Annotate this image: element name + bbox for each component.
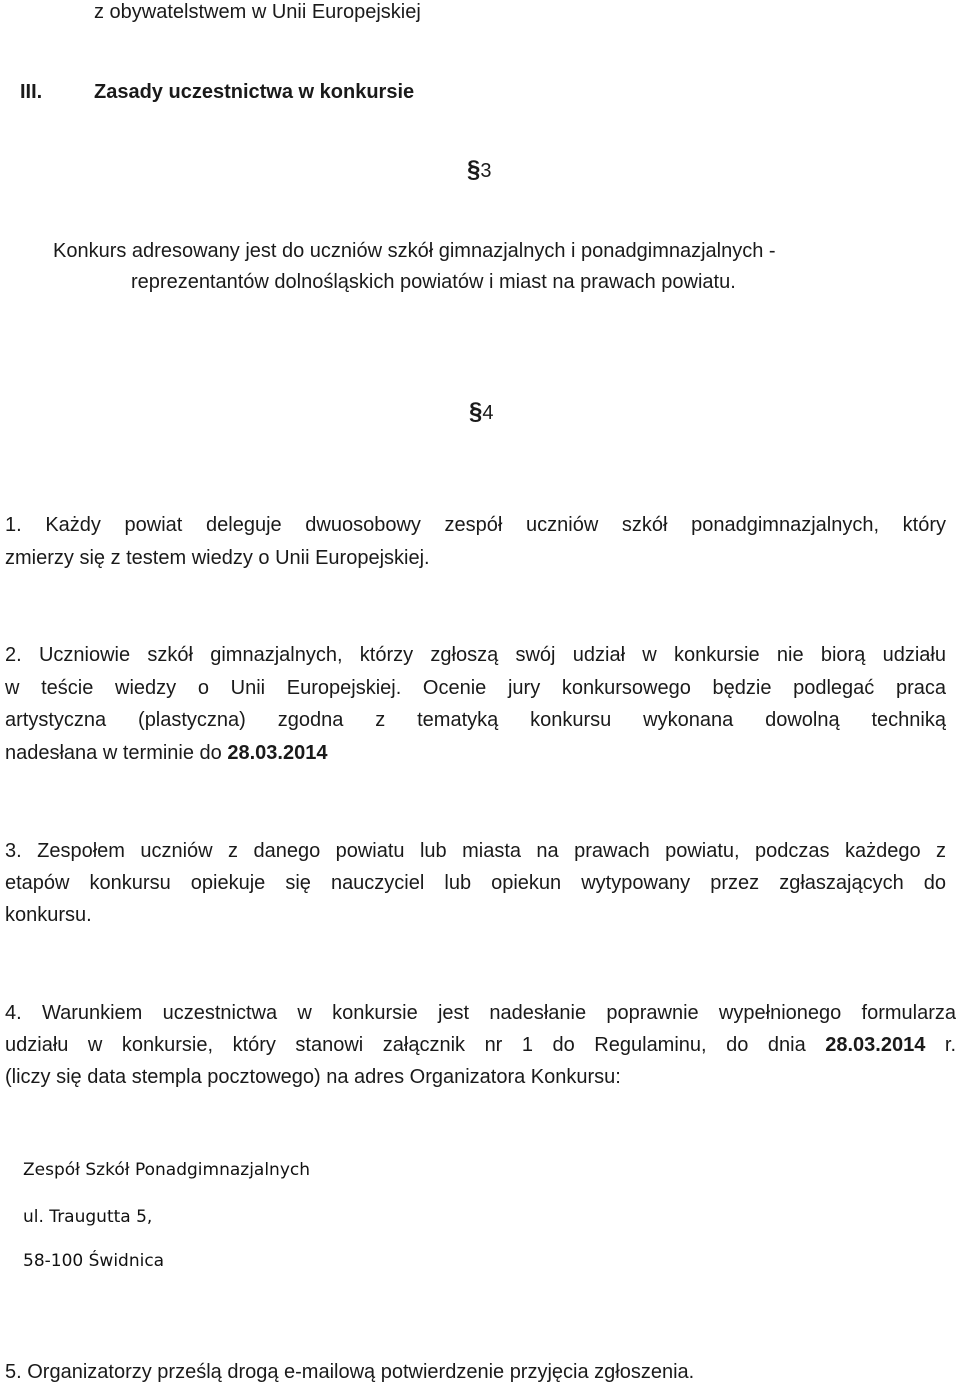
- item-1-line-2: zmierzy się z testem wiedzy o Unii Europejskiej.: [5, 547, 430, 569]
- item-2-line-2: w teście wiedzy o Unii Europejskiej. Ocenie jury konkursowego będzie podlegać praca: [5, 677, 946, 699]
- paragraph-3-line-2: reprezentantów dolnośląskich powiatów i miast na prawach powiatu.: [131, 271, 736, 293]
- item-4-line-2-text: udziału w konkursie, który stanowi załącznik nr 1 do Regulaminu, do dnia: [5, 1034, 826, 1056]
- deadline-date: 28.03.2014: [227, 742, 328, 764]
- deadline-date: 28.03.2014: [825, 1034, 926, 1056]
- section-title: Zasady uczestnictwa w konkursie: [94, 81, 415, 103]
- item-4-line-2-end: r.: [925, 1034, 957, 1056]
- item-4-line-3: (liczy się data stempla pocztowego) na adres Organizatora Konkursu:: [5, 1066, 621, 1088]
- paragraph-3-number: 3: [480, 160, 492, 182]
- section-sign-icon: §: [467, 156, 481, 183]
- item-4-line-2: [5, 1033, 956, 1057]
- address-city: 58-100 Świdnica: [23, 1251, 165, 1271]
- item-2-line-1: 2. Uczniowie szkół gimnazjalnych, którzy zgłoszą swój udział w konkursie nie biorą udziału: [5, 644, 946, 666]
- paragraph-4-number: 4: [482, 402, 494, 424]
- item-2-line-4-text: nadesłana w terminie do: [5, 742, 228, 764]
- item-5: 5. Organizatorzy prześlą drogą e-mailową potwierdzenie przyjęcia zgłoszenia.: [5, 1361, 695, 1383]
- item-3-line-2: etapów konkursu opiekuje się nauczyciel lub opiekun wytypowany przez zgłaszających do: [5, 872, 946, 894]
- address-name: Zespół Szkół Ponadgimnazjalnych: [23, 1160, 311, 1180]
- address-street: ul. Traugutta 5,: [23, 1207, 153, 1227]
- item-2-line-4: [5, 741, 960, 765]
- paragraph-3-line-1: Konkurs adresowany jest do uczniów szkół gimnazjalnych i ponadgimnazjalnych -: [53, 240, 776, 262]
- section-number: III.: [20, 81, 43, 103]
- item-2-line-3: artystyczna (plastyczna) zgodna z tematyką konkursu wykonana dowolną techniką: [5, 709, 946, 731]
- item-4-line-1: 4. Warunkiem uczestnictwa w konkursie jest nadesłanie poprawnie wypełnionego formularza: [5, 1002, 956, 1024]
- item-3-line-3: konkursu.: [5, 904, 92, 926]
- continuation-line: z obywatelstwem w Unii Europejskiej: [94, 1, 421, 23]
- item-1-line-1: 1. Każdy powiat deleguje dwuosobowy zespół uczniów szkół ponadgimnazjalnych, który: [5, 514, 946, 536]
- paragraph-4-heading: [469, 400, 493, 425]
- section-sign-icon: §: [469, 398, 483, 425]
- paragraph-3-heading: [467, 158, 491, 183]
- item-3-line-1: 3. Zespołem uczniów z danego powiatu lub miasta na prawach powiatu, podczas każdego z: [5, 840, 946, 862]
